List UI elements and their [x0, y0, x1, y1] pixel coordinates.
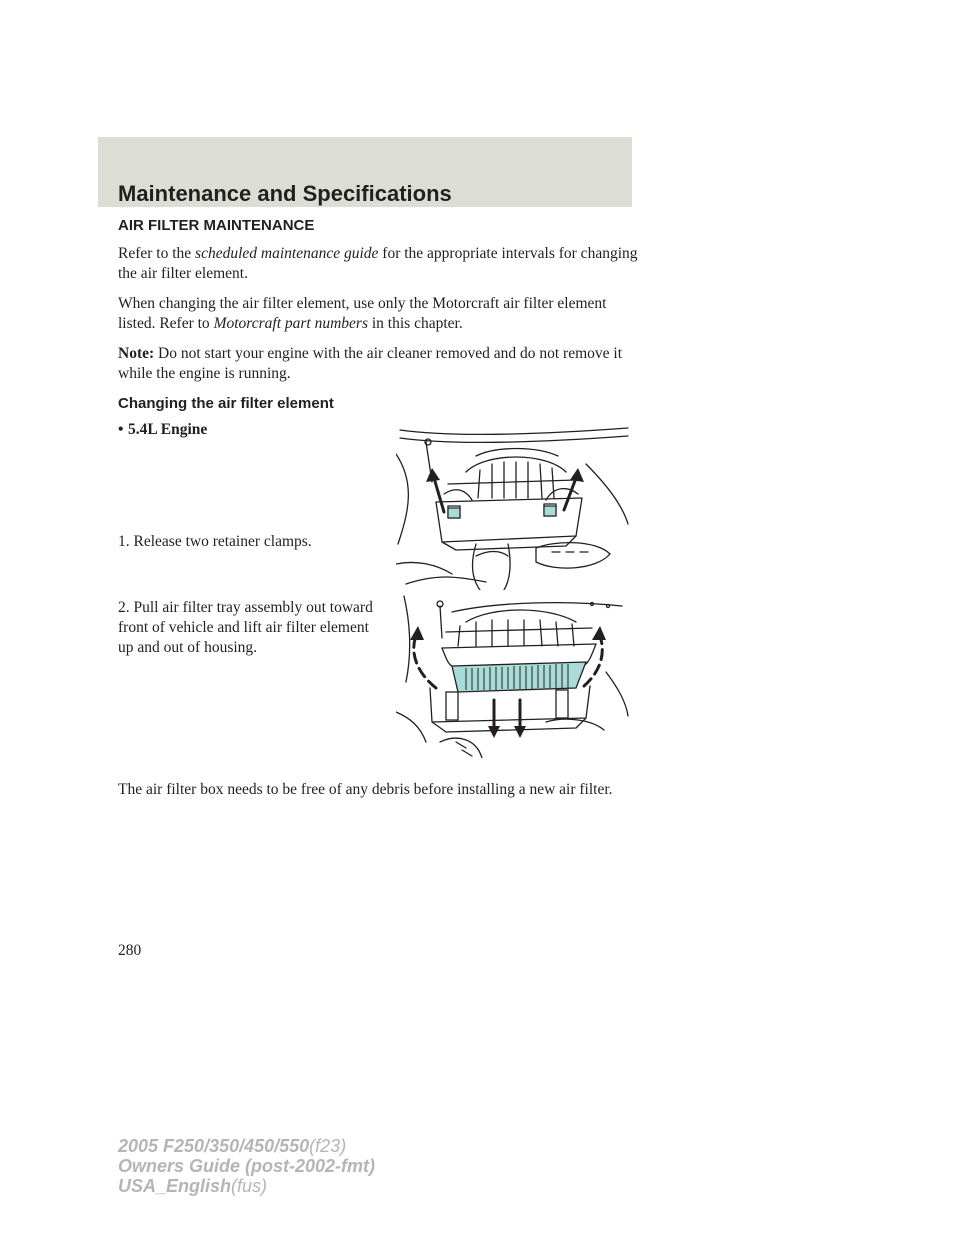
- footer-language-code: (fus): [231, 1176, 268, 1196]
- filter-text-after: in this chapter.: [371, 315, 463, 332]
- intro-text-before: Refer to the: [118, 245, 192, 262]
- document-footer: [118, 1136, 375, 1196]
- closing-paragraph: The air filter box needs to be free of any debris before installing a new air filter.: [118, 781, 613, 798]
- note-label: Note:: [118, 345, 155, 362]
- arrow-lift-left-icon: [410, 626, 424, 640]
- note-paragraph: [118, 344, 638, 384]
- arrow-up-left-icon: [426, 468, 440, 482]
- retainer-clamps-figure: [396, 424, 630, 590]
- step-1: 1. Release two retainer clamps.: [118, 533, 312, 550]
- footer-line-language: [118, 1176, 375, 1196]
- filter-paragraph: [118, 294, 638, 334]
- filter-tray-figure: [396, 592, 630, 758]
- main-content: [118, 216, 638, 450]
- step-2: 2. Pull air filter tray assembly out toward front of vehicle and lift air filter element up and out of housing.: [118, 599, 373, 656]
- arrow-pull-down-right-icon: [514, 726, 526, 738]
- intro-paragraph: [118, 244, 638, 284]
- footer-model-code: (f23): [309, 1136, 347, 1156]
- footer-model: 2005 F250/350/450/550: [118, 1136, 310, 1156]
- footer-line-guide: Owners Guide (post-2002-fmt): [118, 1156, 376, 1176]
- footer-language: USA_English: [118, 1176, 232, 1196]
- arrow-lift-right-icon: [592, 626, 606, 640]
- page-number: 280: [118, 942, 142, 959]
- intro-italic-reference: scheduled maintenance guide: [195, 245, 379, 262]
- arrow-pull-down-left-icon: [488, 726, 500, 738]
- filter-text-before: When changing the air filter element, use only the Motorcraft air filter element listed. Refer to: [118, 295, 607, 332]
- page-header-title: Maintenance and Specifications: [118, 181, 452, 206]
- intro-text-after: for the appropriate intervals for changing the air filter element.: [118, 245, 638, 282]
- engine-bullet-label: 5.4L Engine: [128, 421, 208, 438]
- bullet-dot-icon: •: [118, 421, 124, 438]
- arrow-up-right-icon: [570, 468, 584, 482]
- footer-line-model: [118, 1136, 375, 1156]
- section-heading: AIR FILTER MAINTENANCE: [118, 217, 315, 234]
- filter-italic-reference: Motorcraft part numbers: [213, 315, 368, 332]
- note-text: Do not start your engine with the air cleaner removed and do not remove it while the engine is running.: [118, 345, 623, 382]
- sub-heading: Changing the air filter element: [118, 395, 334, 412]
